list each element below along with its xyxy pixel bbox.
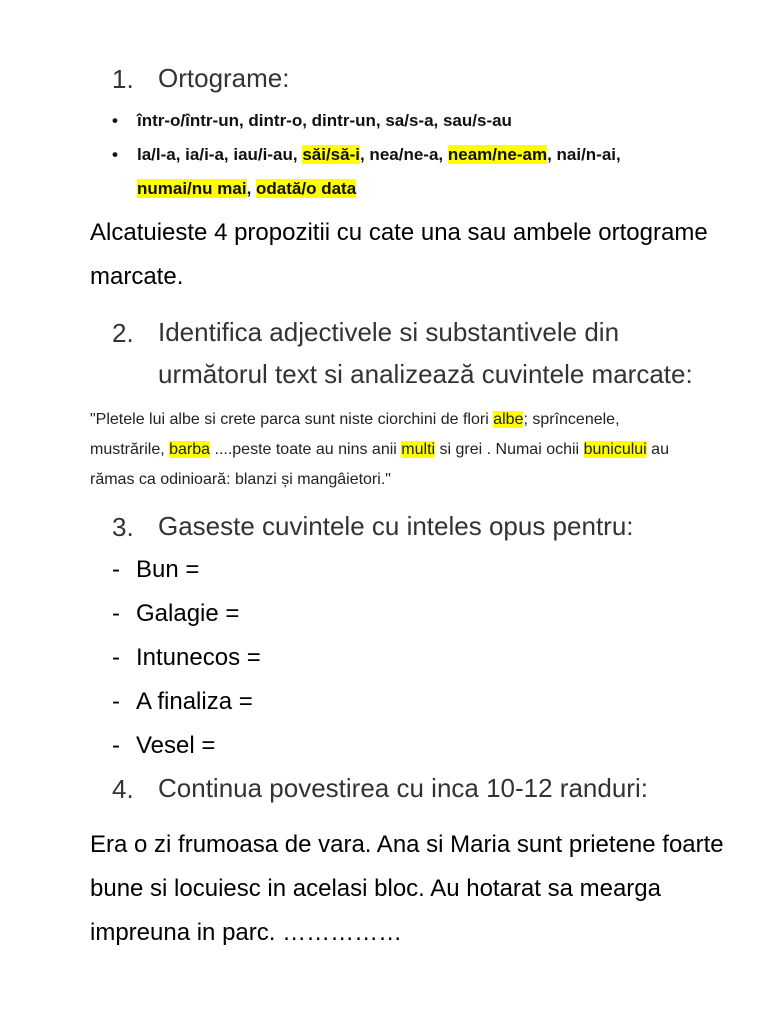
marked-word: bunicului	[583, 441, 647, 458]
instruction-line: marcate.	[90, 263, 184, 290]
story-line: bune si locuiesc in acelasi bloc. Au hotarat sa mearga	[90, 875, 661, 902]
quote-text: "Pletele lui albe si crete parca sunt niste ciorchini de flori	[90, 411, 494, 428]
marked-word: albe	[493, 411, 524, 428]
bullet-text: ,	[246, 179, 257, 198]
ortogram-bullet-list	[112, 104, 732, 206]
section-2-number: 2.	[112, 318, 134, 348]
section-1-number: 1.	[112, 64, 134, 94]
quote-text: rămas ca odinioară: blanzi și mangâietori."	[90, 471, 391, 488]
section-3-number: 3.	[112, 512, 134, 542]
highlighted-ortogram: săi/să-i	[302, 145, 360, 164]
section-2-title-line: următorul text si analizează cuvintele marcate:	[158, 359, 693, 389]
instruction-line: Alcatuieste 4 propozitii cu cate una sau ambele ortograme	[90, 219, 708, 246]
bullet-item	[112, 138, 732, 206]
quote-text: ; sprîncenele,	[523, 411, 620, 428]
antonym-label: Intunecos =	[136, 644, 261, 671]
antonym-label: Vesel =	[136, 732, 216, 759]
story-line: Era o zi frumoasa de vara. Ana si Maria sunt prietene foarte	[90, 831, 724, 858]
quote-text: si grei . Numai ochii	[435, 441, 584, 458]
marked-word: barba	[169, 441, 211, 458]
dash: -	[112, 732, 120, 759]
marked-word: multi	[401, 441, 436, 458]
bullet-text: într-o/într-un, dintr-o, dintr-un, sa/s-a, sau/s-au	[137, 111, 512, 130]
quote-text: ....peste toate au nins anii	[210, 441, 402, 458]
section-4-title: Continua povestirea cu inca 10-12 randuri:	[158, 773, 648, 803]
section-1-title: Ortograme:	[158, 63, 290, 93]
dash: -	[112, 644, 120, 671]
bullet-text: la/l-a, ia/i-a, iau/i-au,	[137, 145, 303, 164]
bullet-text: , nea/ne-a,	[359, 145, 448, 164]
antonym-label: A finaliza =	[136, 688, 253, 715]
bullet-dot-icon: •	[112, 145, 118, 164]
quote-paragraph	[90, 405, 730, 495]
section-2-title-line: Identifica adjectivele si substantivele din	[158, 317, 620, 347]
antonym-item	[112, 644, 261, 672]
quote-text: mustrările,	[90, 441, 170, 458]
quote-text: au	[646, 441, 669, 458]
antonym-label: Bun =	[136, 556, 200, 583]
highlighted-ortogram: neam/ne-am	[447, 145, 548, 164]
section-4-number: 4.	[112, 774, 134, 804]
dash: -	[112, 600, 120, 627]
bullet-item	[112, 104, 732, 138]
bullet-text: , nai/n-ai,	[547, 145, 621, 164]
bullet-dot-icon: •	[112, 111, 118, 130]
dash: -	[112, 556, 120, 583]
story-line: impreuna in parc. ……………	[90, 919, 403, 946]
antonym-item	[112, 600, 239, 628]
antonym-item	[112, 688, 253, 716]
section-3-title: Gaseste cuvintele cu inteles opus pentru:	[158, 511, 634, 541]
highlighted-ortogram: odată/o data	[256, 179, 357, 198]
antonym-label: Galagie =	[136, 600, 240, 627]
antonym-item	[112, 556, 199, 584]
antonym-item	[112, 732, 215, 760]
dash: -	[112, 688, 120, 715]
highlighted-ortogram: numai/nu mai	[137, 179, 247, 198]
